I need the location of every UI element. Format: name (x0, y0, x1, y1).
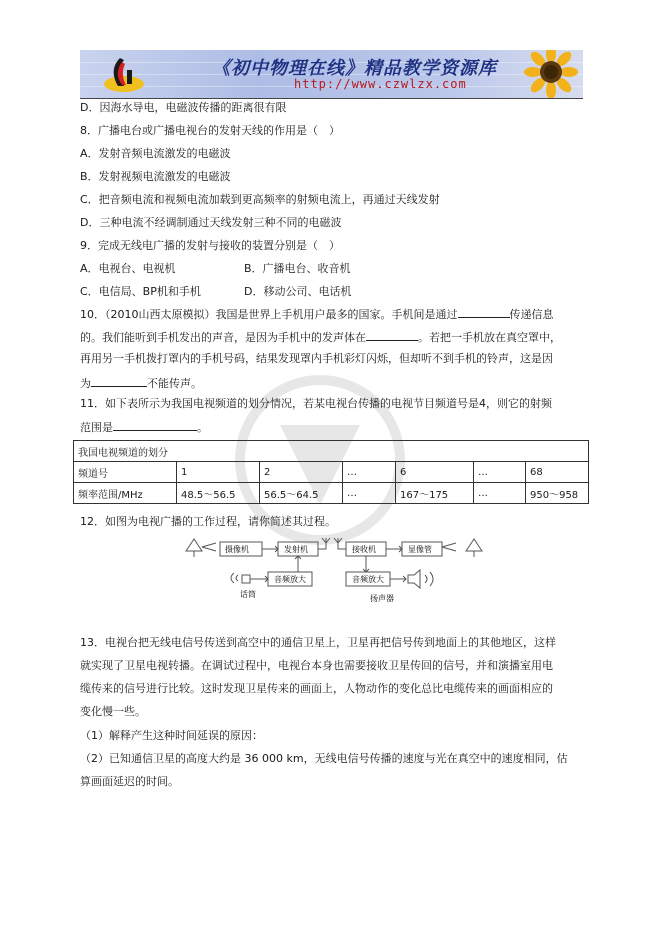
table-cell: 167～175 (396, 483, 474, 504)
diagram-amp-1: 音频放大 (274, 575, 306, 584)
table-cell: 68 (526, 462, 589, 483)
diagram-receiver: 接收机 (352, 545, 376, 554)
answer-blank[interactable] (366, 329, 418, 341)
q13-sub-1: （1）解释产生这种时间延误的原因： (80, 729, 263, 742)
q10-text-4a: 为 (80, 377, 91, 390)
q10-text-1b: 传递信息 (509, 308, 554, 321)
answer-blank[interactable] (458, 306, 510, 318)
q9-option-b: B．广播电台、收音机 (244, 262, 351, 275)
q9-option-c: C．电信局、BP机和手机 (80, 285, 201, 298)
diagram-display: 显像管 (408, 545, 432, 554)
q13-line-1: 13．电视台把无线电信号传送到高空中的通信卫星上，卫星再把信号传到地面上的其他地区，这样 (80, 636, 556, 649)
q7-option-d: D．因海水导电，电磁波传播的距离很有限 (80, 101, 287, 114)
q11-line-1: 11．如下表所示为我国电视频道的划分情况，若某电视台传播的电视节目频道号是4，则它的射频 (80, 397, 552, 410)
q9-stem: 9．完成无线电广播的发射与接收的装置分别是（ ） (80, 239, 340, 252)
q8-option-d: D．三种电流不经调制通过天线发射三种不同的电磁波 (80, 216, 342, 229)
table-cell: 950～958 (526, 483, 589, 504)
tv-broadcast-diagram (180, 535, 490, 615)
diagram-camera: 摄像机 (225, 545, 249, 554)
header-banner (80, 50, 583, 98)
q10-line-4 (80, 375, 202, 391)
q10-line-2 (80, 329, 561, 345)
q13-line-4: 变化慢一些。 (80, 705, 146, 718)
answer-blank[interactable] (91, 375, 147, 387)
q13-line-2: 就实现了卫星电视转播。在调试过程中，电视台本身也需要接收卫星传回的信号，并和演播室用电 (80, 659, 553, 672)
q12-stem: 12．如图为电视广播的工作过程，请你简述其过程。 (80, 515, 336, 528)
q11-text-2b: 。 (197, 421, 208, 434)
diagram-speaker: 扬声器 (370, 594, 394, 603)
table-cell: 频率范围/MHz (74, 483, 177, 504)
q9-option-a: A．电视台、电视机 (80, 262, 176, 275)
diagram-amp-2: 音频放大 (352, 575, 384, 584)
q10-text-1a: 10．（2010山西太原模拟）我国是世界上手机用户最多的国家。手机间是通过 (80, 308, 458, 321)
q10-text-2b: 。若把一手机放在真空罩中， (418, 331, 561, 344)
table-cell: … (343, 462, 396, 483)
q10-text-2a: 的。我们能听到手机发出的声音，是因为手机中的发声体在 (80, 331, 366, 344)
header-rule (80, 98, 583, 99)
banner-title: 《初中物理在线》精品教学资源库 (212, 58, 497, 79)
sunflower-icon (523, 50, 579, 98)
table-cell: 频道号 (74, 462, 177, 483)
table-caption-row (74, 441, 589, 462)
q13-sub-2a: （2）已知通信卫星的高度大约是 36 000 km，无线电信号传播的速度与光在真空中的速度相同，估 (80, 752, 568, 765)
banner-url[interactable]: http://www.czwlzx.com (294, 77, 467, 91)
q9-option-d: D．移动公司、电话机 (244, 285, 352, 298)
site-logo (102, 54, 146, 94)
q10-line-3: 再用另一手机拨打罩内的手机号码，结果发现罩内手机彩灯闪烁，但却听不到手机的铃声，这是因 (80, 352, 553, 365)
q11-line-2 (80, 419, 208, 435)
table-row (74, 483, 589, 504)
q13-sub-2b: 算画面延迟的时间。 (80, 775, 179, 788)
table-cell: … (343, 483, 396, 504)
table-cell: 6 (396, 462, 474, 483)
q10-text-4b: 不能传声。 (147, 377, 202, 390)
q13-line-3: 缆传来的信号进行比较。这时发现卫星传来的画面上，人物动作的变化总比电缆传来的画面相应的 (80, 682, 553, 695)
q10-line-1 (80, 306, 554, 322)
table-cell: 1 (177, 462, 260, 483)
table-cell: 48.5～56.5 (177, 483, 260, 504)
table-cell: 56.5～64.5 (260, 483, 343, 504)
table-caption: 我国电视频道的划分 (74, 441, 589, 462)
q11-text-2a: 范围是 (80, 421, 113, 434)
diagram-transmitter: 发射机 (284, 545, 308, 554)
q8-option-a: A．发射音频电流激发的电磁波 (80, 147, 231, 160)
q8-option-c: C．把音频电流和视频电流加载到更高频率的射频电流上，再通过天线发射 (80, 193, 440, 206)
channel-table (73, 440, 589, 504)
diagram-mic: 话筒 (240, 590, 256, 599)
table-cell: … (474, 462, 526, 483)
table-row (74, 462, 589, 483)
q8-stem: 8．广播电台或广播电视台的发射天线的作用是（ ） (80, 124, 340, 137)
answer-blank[interactable] (113, 419, 197, 431)
q8-option-b: B．发射视频电流激发的电磁波 (80, 170, 231, 183)
table-cell: … (474, 483, 526, 504)
table-cell: 2 (260, 462, 343, 483)
